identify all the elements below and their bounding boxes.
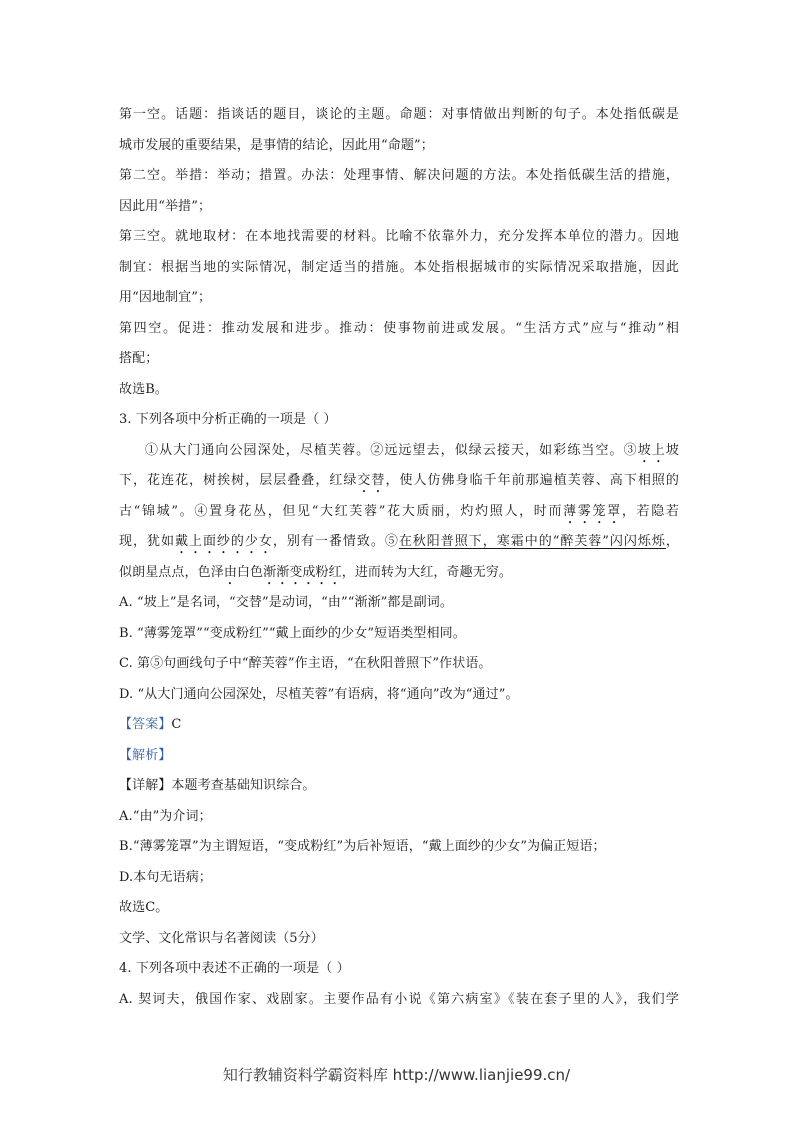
- option-c: C. 第⑤句画线句子中“醉芙蓉”作主语，“在秋阳普照下”作状语。: [119, 656, 492, 671]
- explain-line: 故选C。: [119, 900, 169, 915]
- explain-line: B.“薄雾笼罩”为主谓短语，“变成粉红”为后补短语，“戴上面纱的少女”为偏正短语；: [119, 839, 606, 854]
- text-line: 故选B。: [119, 381, 168, 397]
- passage-text: ，若隐若: [621, 503, 679, 519]
- answer-line: [119, 710, 679, 741]
- text-line: 制宜：根据当地的实际情况，制定适当的措施。本处指根据城市的实际情况采取措施，因此: [119, 259, 679, 275]
- emphasized-word-jianjian: 渐渐: [263, 564, 290, 580]
- passage-text: 现，犹如: [119, 534, 175, 549]
- question-4-stem: 4. 下列各项中表述不正确的一项是（ ）: [119, 961, 350, 976]
- analysis-line: [119, 741, 679, 772]
- section-heading: 文学、文化常识与名著阅读（5分）: [119, 930, 324, 946]
- underlined-sentence: 在秋阳普照下，寒霜中的“醉芙蓉”闪闪烁烁: [398, 534, 666, 549]
- text-line: 因此用“举措”；: [119, 198, 212, 214]
- passage-text: ，: [665, 534, 680, 549]
- passage-line: [119, 527, 679, 558]
- explain-line: D.本句无语病；: [119, 869, 212, 885]
- passage-text: ①从大门通向公园深处，尽植芙蓉。②远远望去，似绿云接天，如彩练当空。③: [145, 442, 638, 458]
- text-line: 第二空。举措：举动；措置。办法：处理事情、解决问题的方法。本处指低碳生活的措施，: [119, 168, 679, 183]
- passage-text: 坡: [665, 442, 679, 458]
- option-a: A. “坡上”是名词，“交替”是动词，“由”“渐渐”都是副词。: [119, 595, 453, 610]
- detail-tag: 【详解】: [119, 778, 172, 793]
- text-line: 用“因地制宜”；: [119, 290, 212, 305]
- option-b: B. “薄雾笼罩”“变成粉红”“戴上面纱的少女”短语类型相同。: [119, 625, 466, 641]
- emphasized-phrase-bowu: 薄雾笼罩: [563, 503, 622, 519]
- passage-text: ，进而转为大红，奇趣无穷。: [341, 564, 513, 580]
- text-line: 第一空。话题：指谈话的题目，谈论的主题。命题：对事情做出判断的句子。本处指低碳是: [119, 107, 679, 122]
- passage-text: ，别有一番情致。⑤: [272, 534, 399, 549]
- detail-line: [119, 771, 679, 802]
- passage-text: 似朗星点点，色泽: [119, 564, 224, 580]
- passage-line: [119, 558, 679, 589]
- answer-value: C: [171, 717, 182, 732]
- answer-tag: 【答案】: [119, 717, 172, 732]
- passage-text: 古“锦城”。④置身花丛，但见“大红芙蓉”花大质丽，灼灼照人，时而: [119, 503, 564, 519]
- document-body: [119, 100, 679, 1015]
- question-3-stem: 3. 下列各项中分析正确的一项是（ ）: [119, 412, 337, 427]
- question-4-option-a: A. 契诃夫，俄国作家、戏剧家。主要作品有小说《第六病室》《装在套子里的人》，我们学: [119, 991, 679, 1007]
- passage-text: 白色: [236, 564, 264, 580]
- text-line: 城市发展的重要结果，是事情的结论，因此用“命题”；: [119, 137, 434, 153]
- explain-line: A.“由”为介词；: [119, 808, 212, 824]
- text-line: 第三空。就地取材：在本地找需要的材料。比喻不依靠外力，充分发挥本单位的潜力。因地: [119, 229, 679, 244]
- passage-line: [119, 436, 679, 467]
- text-line: 搭配；: [119, 351, 159, 366]
- footer-watermark: 知行教辅资料学霸资料库 http://www.lianjie99.cn/: [222, 1066, 571, 1084]
- text-line: 第四空。促进：推动发展和进步。推动：使事物前进或发展。“生活方式”应与“推动”相: [119, 320, 679, 336]
- option-d: D. “从大门通向公园深处，尽植芙蓉”有语病，将“通向”改为“通过”。: [119, 686, 519, 702]
- emphasized-phrase-fenhong: 变成粉红: [289, 564, 342, 580]
- emphasized-word-you: 由: [223, 564, 237, 580]
- passage-line: [119, 466, 679, 497]
- analysis-tag: 【解析】: [119, 747, 172, 763]
- emphasized-word-jiaoti: 交替: [357, 473, 386, 488]
- passage-line: [119, 497, 679, 528]
- passage-text: 下，花连花，树挨树，层层叠叠，红绿: [119, 473, 358, 488]
- emphasized-phrase-shaonv: 戴上面纱的少女: [174, 534, 273, 549]
- emphasized-word-poshang: 坡上: [637, 442, 666, 458]
- passage-text: ，使人仿佛身临千年前那遍植芙蓉、高下相照的: [385, 473, 679, 488]
- detail-text: 本题考查基础知识综合。: [171, 778, 316, 793]
